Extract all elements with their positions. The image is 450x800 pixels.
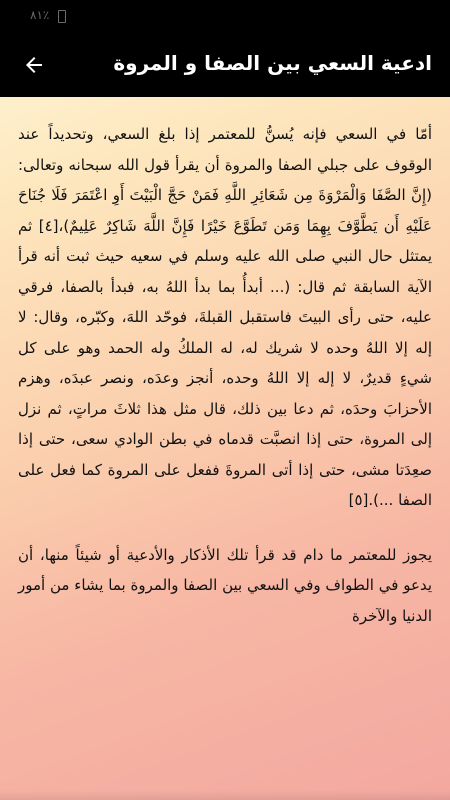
article-paragraph: يجوز للمعتمر ما دام قد قرأ تلك الأذكار والأدعية أو شيئاً منها، أن يدعو في الطواف وفي السعي بين الصفا والمروة بما يشاء من أمور الدنيا والآخرة (18, 545, 432, 625)
article-paragraph: أمّا في السعي فإنه يُسنُّ للمعتمر إذا بلغ السعي، وتحديداً عند الوقوف على جبلي الصفا والمروة أن يقرأ قول الله سبحانه وتعالى: (إِنَّ الصَّفَا وَالْمَرْوَةَ مِن شَعَائِرِ اللَّهِ فَمَنْ حَجَّ الْبَيْتَ أَوِ اعْتَمَرَ فَلَا جُنَاحَ عَلَيْهِ أَن يَطَّوَّفَ بِهِمَا وَمَن تَطَوَّعَ خَيْرًا فَإِنَّ اللَّهَ شَاكِرٌ عَلِيمٌ)،[٤] ثم يمتثل حال النبي صلى الله عليه وسلم في سعيه حيث ثبت أنه قرأ الآية السابقة ثم قال: (... أبدأُ بما بدأ اللهُ به، فبدأ بالصفا، فرقي عليه، حتى رأى البيتَ فاستقبل القبلةَ، فوحّد اللهَ، وكبّره، وقال: لا إله إلا اللهُ وحده لا شريك له، له الملكُ وله الحمد وهو على كل شيءٍ قديرٌ، لا إله إلا اللهُ وحده، أنجز وعدَه، ونصر عبدَه، وهزم الأحزابَ وحدَه، ثم دعا بين ذلك، قال مثل هذا ثلاثَ مراتٍ، ثم نزل إلى المروة، حتى إذا انصبَّت قدماه في بطن الوادي سعى، حتى إذا صعِدَتا مشى، حتى إذا أتى المروةَ ففعل على المروة كما فعل على الصفا ...).[٥] (18, 125, 432, 509)
battery-icon (58, 10, 66, 23)
arrow-left-icon (22, 53, 46, 77)
status-bar (0, 0, 450, 33)
battery-percentage: ٨١٪ (30, 8, 50, 22)
article-content[interactable] (0, 97, 450, 800)
scroll-fade (0, 790, 450, 800)
page-title: ادعية السعي بين الصفا و المروة (113, 51, 432, 75)
app-bar (0, 33, 450, 97)
back-button[interactable] (10, 45, 58, 85)
